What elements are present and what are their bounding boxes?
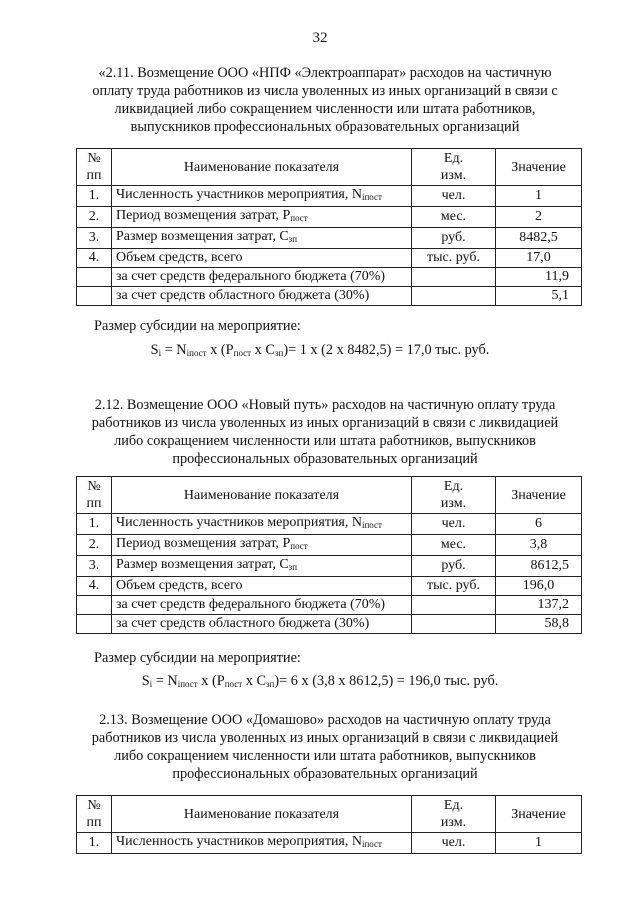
table-row <box>77 249 582 268</box>
row-value: 1 <box>496 186 582 207</box>
subsidy-label: Размер субсидии на мероприятие: <box>94 318 301 334</box>
subsidy-label: Размер субсидии на мероприятие: <box>94 650 301 666</box>
table-row <box>77 535 582 556</box>
row-value: 3,8 <box>496 535 582 556</box>
row-num: 3. <box>77 228 112 249</box>
section-2-13-table <box>76 795 582 854</box>
row-name: за счет средств федерального бюджета (70%) <box>112 596 412 615</box>
header-unit: Ед. изм. <box>412 149 496 186</box>
section-2-12-heading <box>70 396 580 468</box>
row-num: 2. <box>77 207 112 228</box>
row-name: за счет средств областного бюджета (30%) <box>112 615 412 634</box>
row-value: 11,9 <box>496 268 582 287</box>
table-row <box>77 577 582 596</box>
table-header-row <box>77 477 582 514</box>
row-unit: мес. <box>412 207 496 228</box>
row-value: 58,8 <box>496 615 582 634</box>
row-name: за счет средств областного бюджета (30%) <box>112 287 412 306</box>
row-value: 8612,5 <box>496 556 582 577</box>
heading-line: либо сокращением численности или штата работников, выпускников <box>114 433 536 449</box>
row-unit: руб. <box>412 556 496 577</box>
header-name: Наименование показателя <box>112 149 412 186</box>
heading-line: профессиональных образовательных организаций <box>172 451 478 467</box>
row-unit: чел. <box>412 833 496 854</box>
row-unit: тыс. руб. <box>412 577 496 596</box>
row-value: 5,1 <box>496 287 582 306</box>
header-value: Значение <box>496 149 582 186</box>
row-name: Численность участников мероприятия, $N_{iпост}$ <box>112 514 412 535</box>
row-value: 196,0 <box>496 577 582 596</box>
row-unit: мес. <box>412 535 496 556</box>
row-value: 137,2 <box>496 596 582 615</box>
row-value: 2 <box>496 207 582 228</box>
row-unit: тыс. руб. <box>412 249 496 268</box>
section-2-13-heading <box>70 711 580 783</box>
table-row <box>77 186 582 207</box>
section-2-11-table <box>76 148 582 306</box>
row-num: 2. <box>77 535 112 556</box>
row-num: 4. <box>77 577 112 596</box>
heading-line: оплату труда работников из числа уволенных из иных организаций в связи с <box>92 83 558 99</box>
heading-line: 2.13. Возмещение ООО «Домашово» расходов на частичную оплату труда <box>99 712 551 728</box>
header-unit: Ед. изм. <box>412 477 496 514</box>
heading-line: профессиональных образовательных организаций <box>172 766 478 782</box>
header-num: № пп <box>77 149 112 186</box>
page-number: 32 <box>312 30 328 46</box>
heading-line: работников из числа уволенных из иных организаций в связи с ликвидацией <box>91 730 559 746</box>
row-unit: чел. <box>412 514 496 535</box>
section-2-11-heading <box>70 64 580 136</box>
row-name: Численность участников мероприятия, $N_{iпост}$ <box>112 833 412 854</box>
table-row <box>77 556 582 577</box>
row-num <box>77 268 112 287</box>
row-name: Объем средств, всего <box>112 249 412 268</box>
header-num: № пп <box>77 796 112 833</box>
table-row <box>77 596 582 615</box>
heading-line: «2.11. Возмещение ООО «НПФ «Электроаппарат» расходов на частичную <box>98 65 552 81</box>
row-unit: чел. <box>412 186 496 207</box>
row-name: за счет средств федерального бюджета (70%) <box>112 268 412 287</box>
row-num: 1. <box>77 514 112 535</box>
row-value: 6 <box>496 514 582 535</box>
heading-line: выпускников профессиональных образовательных организаций <box>130 119 520 135</box>
row-value: 1 <box>496 833 582 854</box>
header-num: № пп <box>77 477 112 514</box>
row-name: Численность участников мероприятия, $N_{iпост}$ <box>112 186 412 207</box>
row-num: 1. <box>77 186 112 207</box>
row-unit <box>412 615 496 634</box>
section-2-12-table <box>76 476 582 634</box>
header-value: Значение <box>496 477 582 514</box>
row-name: Период возмещения затрат, $P_{пост}$ <box>112 207 412 228</box>
table-header-row <box>77 149 582 186</box>
row-num <box>77 615 112 634</box>
row-num <box>77 596 112 615</box>
table-row <box>77 833 582 854</box>
row-unit: руб. <box>412 228 496 249</box>
row-name: Объем средств, всего <box>112 577 412 596</box>
row-value: 8482,5 <box>496 228 582 249</box>
row-value: 17,0 <box>496 249 582 268</box>
row-num: 1. <box>77 833 112 854</box>
table-row <box>77 615 582 634</box>
row-num <box>77 287 112 306</box>
subsidy-formula: $S_i = N_{iпост}$ х ($P_{пост}$ х $С_{зп})= 6$ х (3,8 х 8612,5) = 196,0 тыс. руб. <box>141 673 499 689</box>
heading-line: 2.12. Возмещение ООО «Новый путь» расходов на частичную оплату труда <box>94 397 556 413</box>
table-row <box>77 514 582 535</box>
row-name: Период возмещения затрат, $P_{пост}$ <box>112 535 412 556</box>
header-value: Значение <box>496 796 582 833</box>
table-row <box>77 228 582 249</box>
table-header-row <box>77 796 582 833</box>
header-unit: Ед. изм. <box>412 796 496 833</box>
header-name: Наименование показателя <box>112 796 412 833</box>
row-num: 4. <box>77 249 112 268</box>
row-unit <box>412 287 496 306</box>
table-row <box>77 287 582 306</box>
row-name: Размер возмещения затрат, $С_{зп}$ <box>112 556 412 577</box>
heading-line: либо сокращением численности или штата работников, выпускников <box>114 748 536 764</box>
table-row <box>77 207 582 228</box>
row-unit <box>412 596 496 615</box>
heading-line: ликвидацией либо сокращением численности или штата работников, <box>114 101 536 117</box>
row-name: Размер возмещения затрат, $С_{зп}$ <box>112 228 412 249</box>
subsidy-formula: $S_i = N_{iпост}$ х ($P_{пост}$ х $С_{зп})= 1$ х (2 х 8482,5) = 17,0 тыс. руб. <box>150 342 490 358</box>
row-num: 3. <box>77 556 112 577</box>
heading-line: работников из числа уволенных из иных организаций в связи с ликвидацией <box>91 415 559 431</box>
row-unit <box>412 268 496 287</box>
header-name: Наименование показателя <box>112 477 412 514</box>
table-row <box>77 268 582 287</box>
